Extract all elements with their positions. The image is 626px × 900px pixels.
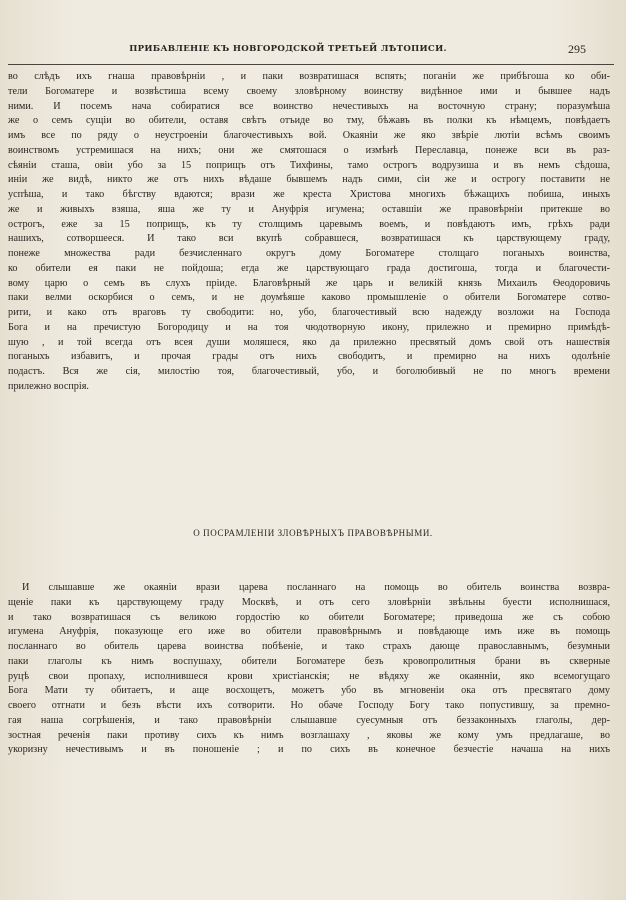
section-heading: О ПОСРАМЛЕНІИ ЗЛОВѢРНЫХЪ ПРАВОВѢРНЫМИ. xyxy=(193,528,433,538)
text-line: острогъ, еже за 15 поприщъ, къ ту столщимъ царевымъ воемъ, и повѣдаютъ имъ, грѣхъ ради xyxy=(8,218,610,230)
text-line: успѣша, и тако бѣгству вдаются; врази же креста Христова многихъ бѣжащихъ побиша, иныхъ xyxy=(8,189,610,200)
text-line: во слѣдъ ихъ гнаша правовѣрніи , и паки возвратишася вспять; поганіи же прибѣгоша ко оби- xyxy=(8,71,610,82)
text-line: шую , и той всегда отъ всея души моляшеся, яко да прилежно пресвятый домъ свой отъ нашествія xyxy=(8,336,610,348)
paragraph-1 xyxy=(8,70,610,395)
text-line: паки глаголы къ нимъ воспушаху, обители Богоматере безъ кровопролитныя брани въ скверные xyxy=(8,655,610,667)
page-header xyxy=(0,42,626,62)
text-line: ними. И посемъ нача собиратися все воинство нечестивыхъ на восточную страну; поразумѣша xyxy=(8,100,610,112)
text-line: гая наша согрѣшенія, и тако правовѣрніи слышавше суесумныя отъ беззаконныхъ глаголы, дер- xyxy=(8,714,610,726)
text-line: имъ все по ряду о неустроеніи благочестивыхъ вой. Окаяніи же яко звѣріе лютіи всѣмъ своимъ xyxy=(8,130,610,141)
text-line: же о семъ сущіи во обители, оставя свѣтъ отъиде во тму, бѣжавъ въ полки къ нѣмцемъ, повѣдаетъ xyxy=(8,115,610,127)
text-line: И слышавше же окаяніи врази царева посланнаго на помощь во обитель воинства возвра- xyxy=(22,582,610,593)
text-line: посланнаго во обитель царева воинства побѣеніе, и тако страхъ дающе православнымъ, безумныи xyxy=(8,641,610,652)
text-line: вому царю о семъ въ слухъ пріиде. Благовѣрный же царь и великій князь Михаилъ Ѳеодоровичь xyxy=(8,277,610,289)
text-line: руцѣ свои пропаху, исполнившеся крови христіанскія; не вѣдяху же окаянніи, яко всемогущаго xyxy=(8,670,610,682)
paragraph-2 xyxy=(8,581,610,758)
text-line: паки велми оскорбися о семъ, и не доумѣяше каково промышленіе о обители Богоматере сотво- xyxy=(8,292,610,304)
text-line: зостная реченія паки противу сихъ къ нимъ возглашаху , яковы же кому умъ предлагаше, во xyxy=(8,729,610,741)
text-line: понеже множества ради безчисленнаго округъ дому Богоматере столщаго поганыхъ воинства, xyxy=(8,248,610,259)
text-line: Бога и на пречистую Богородицу и на тоя чюдотворную икону, прилежно и премирно примѣдѣ- xyxy=(8,321,610,333)
text-line: щеніе паки къ царствующему граду Москвѣ, и отъ сего зловѣрніи звѣльны буести исполнишася, xyxy=(8,596,610,608)
text-line: рити, и како отъ враговъ ту свободити: но, убо, благочестивый всю надежду возложи на Господа xyxy=(8,307,610,318)
page-number: 295 xyxy=(568,42,586,56)
text-line: же и живыхъ взяша, яша же ту и Ануфрія игумена; оставшіи же правовѣрніи притекше во xyxy=(8,203,610,215)
text-line: своего отгнати и безъ вѣсти ихъ сотворити. Но обаче Господу Богу тако попустившу, за премно- xyxy=(8,700,610,711)
text-line: поганыхъ избавитъ, и прочая грады отъ нихъ свободитъ, и премирно на нихъ одолѣніе xyxy=(8,351,610,363)
text-line: сѣяніи сташа, овіи убо за 15 поприщъ отъ Тихфины, тамо острогъ водрузиша и въ немъ сѣдоша, xyxy=(8,159,610,171)
text-line: подастъ. Вся же сія, милостію тоя, благочестивый, убо, и боголюбивый не по многъ времени xyxy=(8,366,610,377)
text-line: воинствомъ устремишася на нихъ; они же смятошася о измѣнѣ Переславца, понеже вси въ раз- xyxy=(8,144,610,156)
text-line: прилежно воспрія. xyxy=(8,380,89,392)
text-line: тели Богоматере и возвѣстиша всему своему зловѣрному воинству видѣнное ими и бывшее надъ xyxy=(8,85,610,97)
text-line: иніи же видѣ, никто же отъ нихъ вѣдаше бывшемъ надъ сими, сіи же и острогу поставити не xyxy=(8,174,610,186)
text-line: ко обители ея паки не пойдоша; егда же царствующаго града достигоша, тогда и благочести- xyxy=(8,262,610,274)
text-line: Бога Мати ту обитаетъ, и аще восхощетъ, можетъ убо въ мгновеніи ока отъ пресвятаго дому xyxy=(8,685,610,697)
text-line: нашихъ, сотворшееся. И тако вси вкупѣ собравшеся, возвратишася къ царствующему граду, xyxy=(8,233,610,245)
running-title: ПРИБАВЛЕНІЕ КЪ НОВГОРОДСКОЙ ТРЕТЬЕЙ ЛѢТОПИСИ. xyxy=(129,44,447,54)
text-line: и тако возвратишася съ великою гордостію ко обители Богоматере; приведоша же съ собою xyxy=(8,611,610,623)
text-line: укоризну нечестивымъ и въ поношеніе ; и по сихъ въ конечное безчестіе начаша на нихъ xyxy=(8,744,610,756)
header-rule xyxy=(8,64,614,65)
text-line: игумена Ануфрія, показующе его иже во обители правовѣрнымъ и повѣдающе имъ иже въ помощь xyxy=(8,626,610,638)
